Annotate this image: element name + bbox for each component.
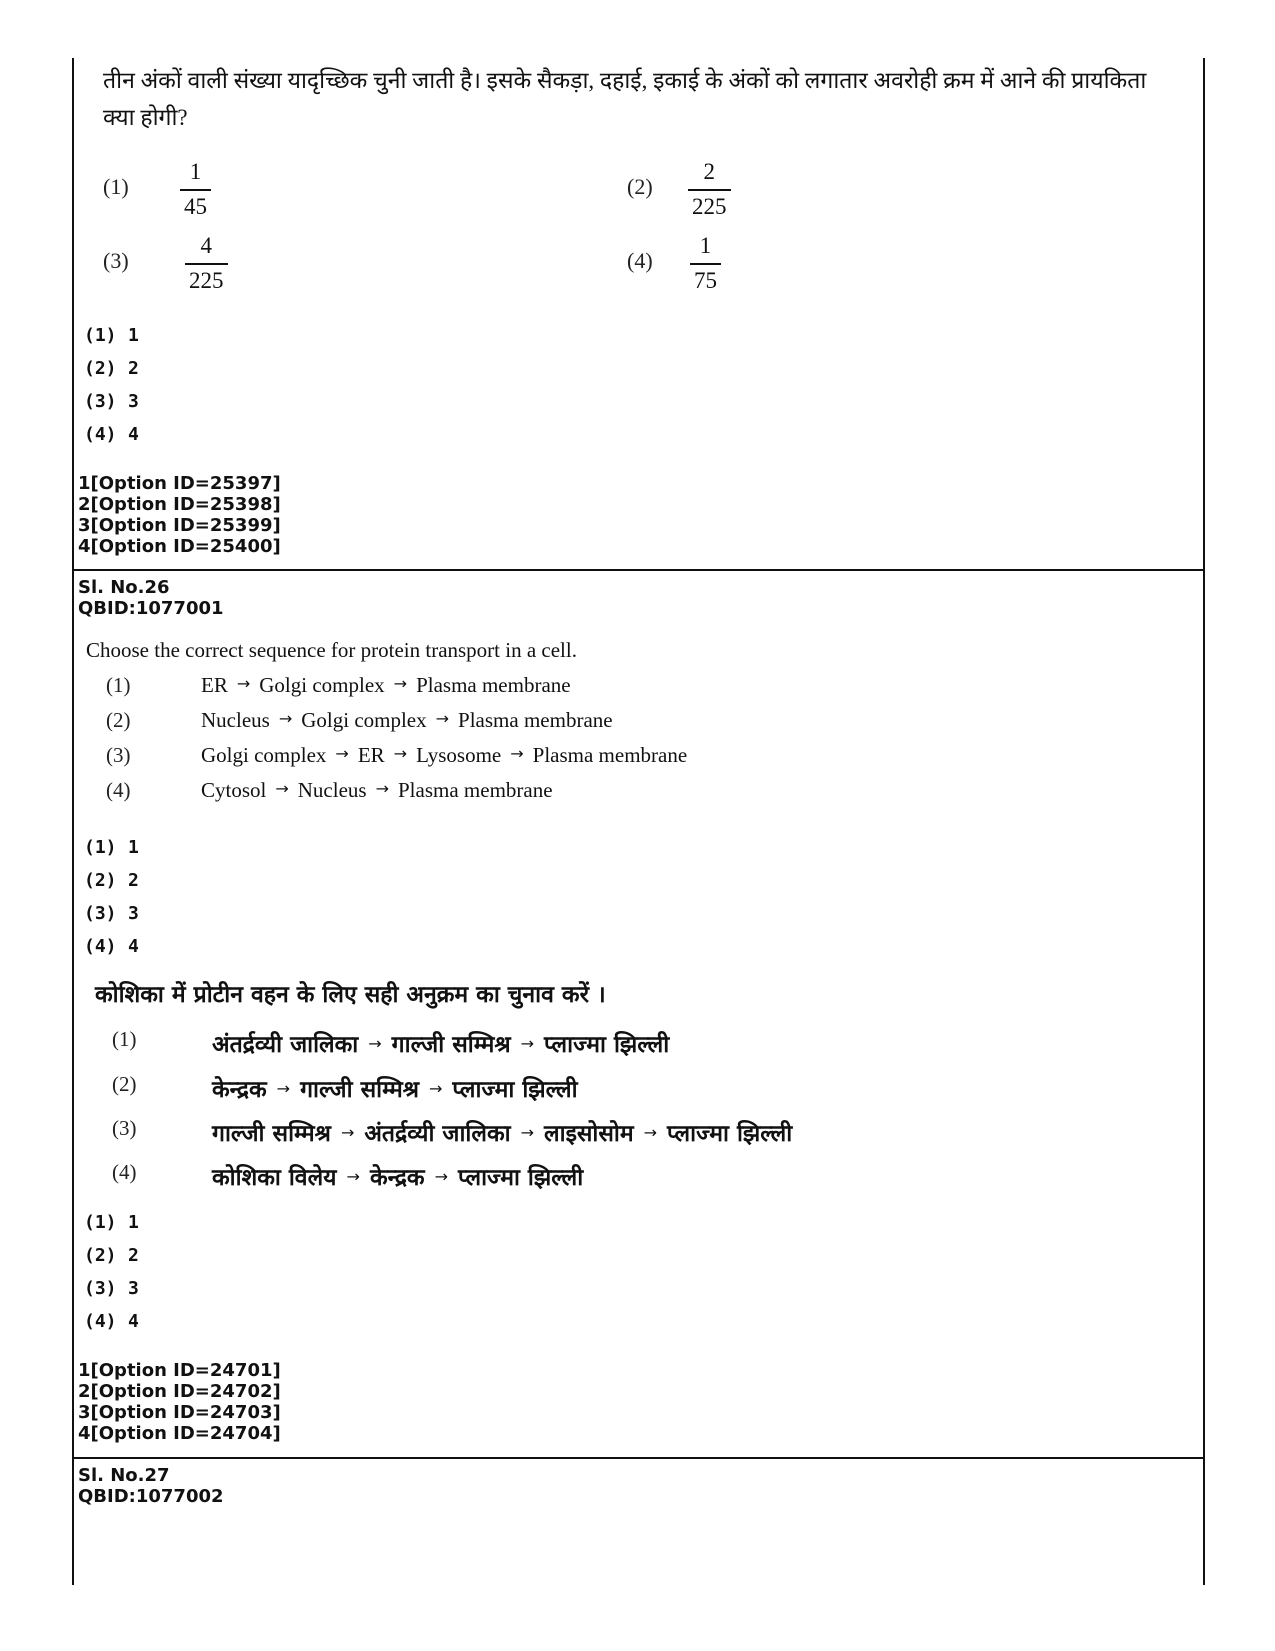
fraction-bar bbox=[185, 263, 228, 265]
fraction-numerator: 1 bbox=[699, 233, 712, 258]
q25-choice-4-label: (4) bbox=[627, 248, 653, 273]
option-id: 3[Option ID=25399] bbox=[78, 515, 281, 536]
answer-option-value: 2 bbox=[128, 1245, 139, 1266]
sequence-step: प्लाज्मा झिल्ली bbox=[452, 1077, 578, 1103]
fraction-bar bbox=[690, 263, 721, 265]
arrow-icon: → bbox=[236, 674, 251, 693]
sequence-step: Plasma membrane bbox=[532, 743, 688, 767]
option-id: 3[Option ID=24703] bbox=[78, 1402, 281, 1423]
q25-question-text: तीन अंकों वाली संख्या यादृच्छिक चुनी जाती है। इसके सैकड़ा, दहाई, इकाई के अंकों को लगातार अवरोही क्रम में आने की प्रायकिता क्या होगी? bbox=[103, 68, 1147, 130]
q26-option-ids bbox=[78, 1360, 281, 1444]
arrow-icon: → bbox=[510, 744, 524, 763]
fraction-numerator: 1 bbox=[189, 159, 202, 184]
sequence-step: Golgi complex bbox=[201, 743, 327, 767]
q25-choice-3-label: (3) bbox=[103, 248, 129, 273]
fraction-denominator: 225 bbox=[189, 267, 224, 293]
question-divider bbox=[72, 569, 1205, 571]
q25-option-ids bbox=[78, 473, 281, 557]
answer-option-label: (3) bbox=[84, 1278, 117, 1299]
q26-choice-hi-4 bbox=[112, 1160, 1012, 1194]
answer-option-value: 2 bbox=[128, 870, 139, 891]
fraction-denominator: 225 bbox=[692, 193, 727, 219]
answer-option-label: (3) bbox=[84, 903, 117, 924]
arrow-icon: → bbox=[275, 779, 289, 798]
choice-sequence bbox=[212, 1160, 583, 1192]
arrow-icon: → bbox=[520, 1034, 535, 1053]
answer-option-value: 1 bbox=[128, 325, 139, 346]
sequence-step: Nucleus bbox=[201, 708, 270, 732]
answer-option-value: 1 bbox=[128, 1212, 139, 1233]
sequence-step: प्लाज्मा झिल्ली bbox=[544, 1032, 670, 1058]
sequence-step: केन्द्रक bbox=[369, 1165, 425, 1191]
answer-option-label: (1) bbox=[84, 1212, 117, 1233]
arrow-icon: → bbox=[393, 744, 408, 763]
sequence-step: प्लाज्मा झिल्ली bbox=[667, 1121, 793, 1147]
answer-option-1[interactable] bbox=[84, 837, 139, 858]
answer-option-1[interactable] bbox=[84, 325, 139, 346]
sequence-step: Cytosol bbox=[201, 778, 267, 802]
sequence-step: Plasma membrane bbox=[398, 778, 553, 802]
sequence-step: गाल्जी सम्मिश्र bbox=[300, 1077, 419, 1103]
q26-choice-en-2 bbox=[106, 708, 906, 738]
choice-label: (4) bbox=[106, 778, 131, 802]
q25-choice-2-label: (2) bbox=[627, 174, 653, 199]
arrow-icon: → bbox=[375, 779, 389, 798]
sequence-step: Lysosome bbox=[416, 743, 502, 767]
answer-option-value: 4 bbox=[128, 1311, 139, 1332]
arrow-icon: → bbox=[278, 709, 293, 728]
q26-choice-hi-1 bbox=[112, 1027, 1012, 1061]
arrow-icon: → bbox=[346, 1167, 360, 1186]
sequence-step: Plasma membrane bbox=[458, 708, 613, 732]
choice-label: (3) bbox=[106, 743, 131, 767]
question-divider bbox=[72, 1457, 1205, 1459]
sequence-step: केन्द्रक bbox=[212, 1077, 267, 1103]
answer-option-3[interactable] bbox=[84, 1278, 139, 1299]
arrow-icon: → bbox=[435, 709, 450, 728]
q26-question-text-hi: कोशिका में प्रोटीन वहन के लिए सही अनुक्रम का चुनाव करें । bbox=[95, 982, 606, 1008]
option-id: 4[Option ID=24704] bbox=[78, 1423, 281, 1444]
q25-choice-1-label: (1) bbox=[103, 174, 129, 199]
choice-label: (3) bbox=[112, 1116, 137, 1140]
q26-choice-en-1 bbox=[106, 673, 906, 703]
answer-option-4[interactable] bbox=[84, 1311, 139, 1332]
answer-option-2[interactable] bbox=[84, 870, 139, 891]
choice-label: (1) bbox=[106, 673, 131, 697]
answer-option-4[interactable] bbox=[84, 936, 139, 957]
sequence-step: गाल्जी सम्मिश्र bbox=[212, 1121, 331, 1147]
answer-option-label: (4) bbox=[84, 936, 117, 957]
answer-option-label: (2) bbox=[84, 870, 117, 891]
q25-choice-2-fraction bbox=[688, 158, 731, 221]
option-id: 1[Option ID=25397] bbox=[78, 473, 281, 494]
sequence-step: प्लाज्मा झिल्ली bbox=[458, 1165, 584, 1191]
sequence-step: अंतर्द्रव्यी जालिका bbox=[364, 1121, 511, 1147]
answer-option-3[interactable] bbox=[84, 391, 139, 412]
qbid: QBID:1077001 bbox=[78, 598, 224, 619]
arrow-icon: → bbox=[368, 1034, 382, 1053]
q26-header bbox=[78, 577, 224, 619]
answer-option-value: 3 bbox=[128, 903, 139, 924]
fraction-numerator: 2 bbox=[703, 159, 715, 184]
fraction-numerator: 4 bbox=[200, 233, 212, 258]
answer-option-4[interactable] bbox=[84, 424, 139, 445]
answer-option-2[interactable] bbox=[84, 1245, 139, 1266]
fraction-denominator: 75 bbox=[694, 267, 717, 293]
serial-number: Sl. No.27 bbox=[78, 1465, 170, 1486]
q25-choice-4-fraction bbox=[690, 232, 721, 295]
q26-choice-en-4 bbox=[106, 778, 906, 808]
sequence-step: Nucleus bbox=[297, 778, 367, 802]
sequence-step: Plasma membrane bbox=[416, 673, 571, 697]
choice-sequence bbox=[212, 1116, 792, 1148]
sequence-step: गाल्जी सम्मिश्र bbox=[391, 1032, 511, 1058]
arrow-icon: → bbox=[434, 1167, 448, 1186]
choice-label: (2) bbox=[112, 1072, 137, 1096]
answer-option-label: (1) bbox=[84, 325, 117, 346]
sequence-step: लाइसोसोम bbox=[544, 1121, 634, 1147]
fraction-bar bbox=[688, 189, 731, 191]
fraction-bar bbox=[180, 189, 211, 191]
fraction-denominator: 45 bbox=[184, 193, 207, 219]
choice-label: (2) bbox=[106, 708, 131, 732]
choice-sequence bbox=[201, 778, 553, 803]
arrow-icon: → bbox=[429, 1079, 443, 1098]
arrow-icon: → bbox=[276, 1079, 291, 1098]
q27-header bbox=[78, 1465, 224, 1507]
answer-option-value: 3 bbox=[128, 1278, 139, 1299]
option-id: 1[Option ID=24701] bbox=[78, 1360, 281, 1381]
q25-choice-3-fraction bbox=[185, 232, 228, 295]
q26-choice-en-3 bbox=[106, 743, 906, 773]
answer-option-3[interactable] bbox=[84, 903, 139, 924]
arrow-icon: → bbox=[335, 744, 349, 763]
arrow-icon: → bbox=[340, 1123, 355, 1142]
arrow-icon: → bbox=[643, 1123, 658, 1142]
answer-option-value: 3 bbox=[128, 391, 139, 412]
q26-choice-hi-3 bbox=[112, 1116, 1012, 1150]
choice-label: (1) bbox=[112, 1027, 137, 1051]
qbid: QBID:1077002 bbox=[78, 1486, 224, 1507]
serial-number: Sl. No.26 bbox=[78, 577, 170, 598]
q26-question-text-en: Choose the correct sequence for protein transport in a cell. bbox=[86, 638, 577, 662]
answer-option-1[interactable] bbox=[84, 1212, 139, 1233]
sequence-step: Golgi complex bbox=[301, 708, 427, 732]
option-id: 2[Option ID=25398] bbox=[78, 494, 281, 515]
answer-option-value: 1 bbox=[128, 837, 139, 858]
arrow-icon: → bbox=[520, 1123, 535, 1142]
sequence-step: अंतर्द्रव्यी जालिका bbox=[212, 1032, 359, 1058]
option-id: 4[Option ID=25400] bbox=[78, 536, 281, 557]
choice-label: (4) bbox=[112, 1160, 137, 1184]
choice-sequence bbox=[201, 743, 687, 768]
sequence-step: कोशिका विलेय bbox=[212, 1165, 337, 1191]
choice-sequence bbox=[212, 1072, 578, 1104]
frame-right-border bbox=[1203, 58, 1205, 1585]
sequence-step: Golgi complex bbox=[259, 673, 385, 697]
answer-option-value: 4 bbox=[128, 936, 139, 957]
arrow-icon: → bbox=[393, 674, 408, 693]
answer-option-label: (3) bbox=[84, 391, 117, 412]
answer-option-label: (4) bbox=[84, 1311, 117, 1332]
answer-option-value: 4 bbox=[128, 424, 139, 445]
sequence-step: ER bbox=[357, 743, 385, 767]
q25-choice-1-fraction bbox=[180, 158, 211, 221]
answer-option-label: (4) bbox=[84, 424, 117, 445]
answer-option-value: 2 bbox=[128, 358, 139, 379]
answer-option-label: (2) bbox=[84, 1245, 117, 1266]
q26-choice-hi-2 bbox=[112, 1072, 1012, 1106]
choice-sequence bbox=[201, 708, 613, 733]
answer-option-label: (2) bbox=[84, 358, 117, 379]
answer-option-2[interactable] bbox=[84, 358, 139, 379]
sequence-step: ER bbox=[201, 673, 228, 697]
answer-option-label: (1) bbox=[84, 837, 117, 858]
choice-sequence bbox=[212, 1027, 669, 1059]
frame-left-border bbox=[72, 58, 74, 1585]
option-id: 2[Option ID=24702] bbox=[78, 1381, 281, 1402]
choice-sequence bbox=[201, 673, 571, 698]
